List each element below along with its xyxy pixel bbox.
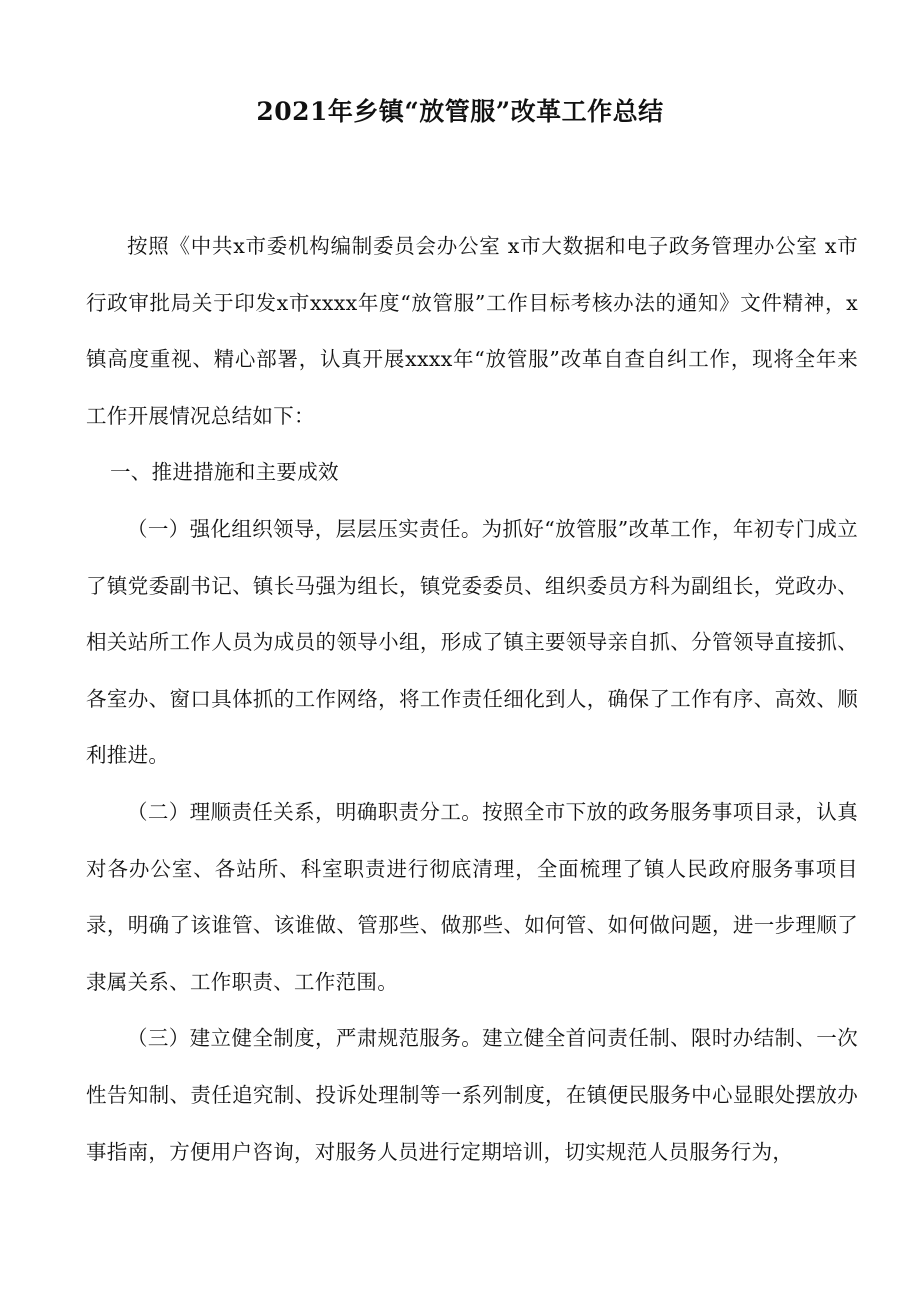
document-body [86, 218, 858, 1180]
paragraph-responsibility: （二）理顺责任关系，明确职责分工。按照全市下放的政务服务事项目录，认真对各办公室、各站所、科室职责进行彻底清理，全面梳理了镇人民政府服务事项目录，明确了该谁管、该谁做、管那些、做那些、如何管、如何做问题，进一步理顺了隶属关系、工作职责、工作范围。 [86, 799, 858, 994]
document-title: 2021年乡镇“放管服”改革工作总结 [256, 97, 664, 126]
paragraph-organization: （一）强化组织领导，层层压实责任。为抓好“放管服”改革工作，年初专门成立了镇党委副书记、镇长马强为组长，镇党委委员、组织委员方科为副组长，党政办、相关站所工作人员为成员的领导小组，形成了镇主要领导亲自抓、分管领导直接抓、各室办、窗口具体抓的工作网络，将工作责任细化到人，确保了工作有序、高效、顺利推进。 [86, 516, 858, 768]
section-heading: 一、推进措施和主要成效 [110, 460, 339, 485]
intro-paragraph: 按照《中共x市委机构编制委员会办公室 x市大数据和电子政务管理办公室 x市行政审批局关于印发x市xxxx年度“放管服”工作目标考核办法的通知》文件精神，x镇高度重视、精心部署，认真开展xxxx年“放管服”改革自查自纠工作，现将全年来工作开展情况总结如下： [86, 234, 858, 428]
paragraph-system: （三）建立健全制度，严肃规范服务。建立健全首问责任制、限时办结制、一次性告知制、责任追究制、投诉处理制等一系列制度，在镇便民服务中心显眼处摆放办事指南，方便用户咨询，对服务人员进行定期培训，切实规范人员服务行为， [86, 1026, 858, 1164]
